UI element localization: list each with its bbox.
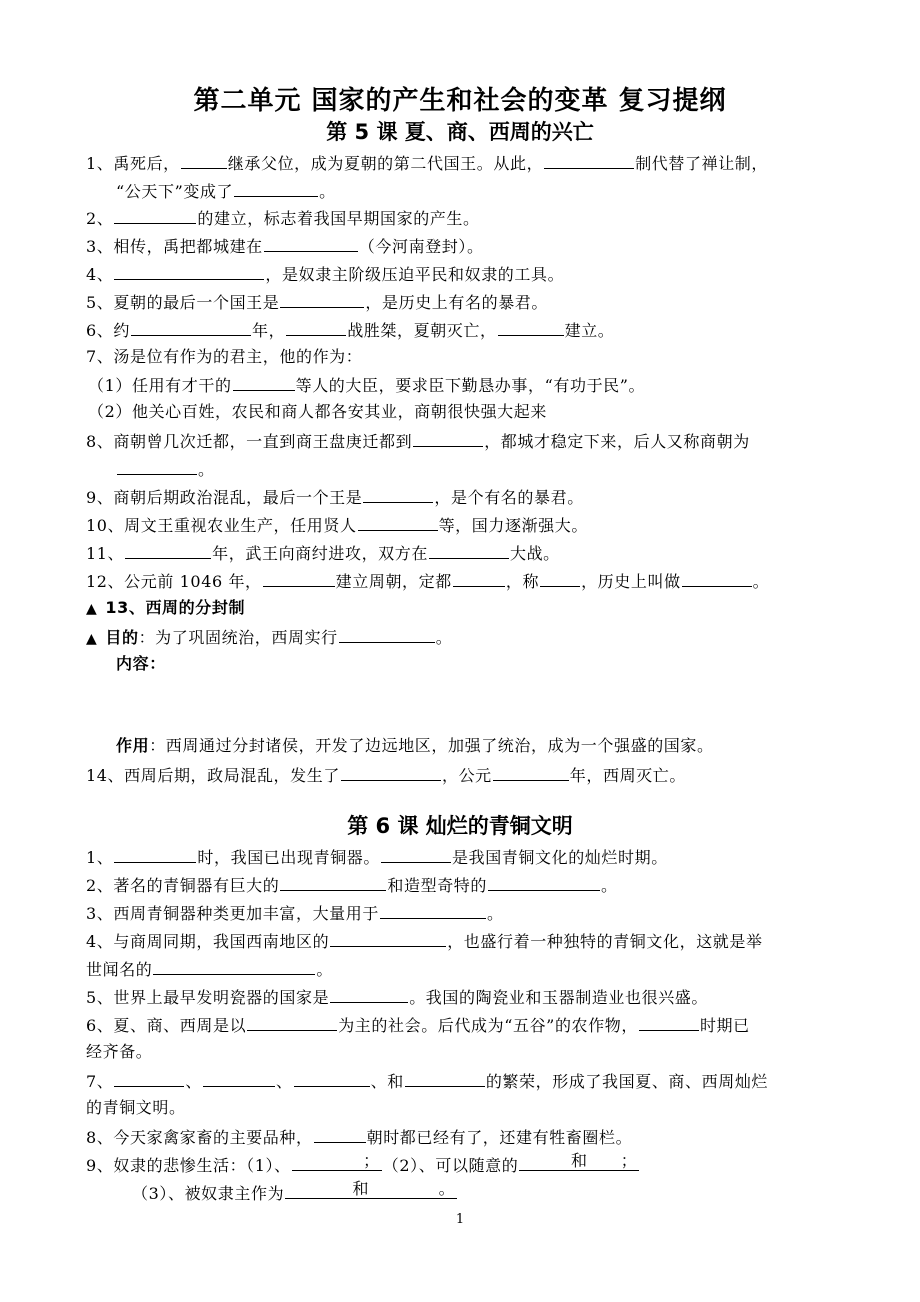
fill-blank[interactable] <box>292 1151 382 1171</box>
text: （2）他关心百姓，农民和商人都各安其业，商朝很快强大起来 <box>88 402 547 421</box>
page-number: 1 <box>455 1212 465 1227</box>
text: 1、 <box>86 848 114 867</box>
text: 、 <box>276 1072 293 1091</box>
question-9 <box>86 486 584 508</box>
text: 。 <box>319 182 336 201</box>
text: 和 <box>352 1179 370 1198</box>
text: 8、今天家禽家畜的主要品种， <box>86 1128 313 1147</box>
text: ； <box>363 1151 380 1170</box>
text: 制代替了禅让制， <box>635 154 768 173</box>
fill-blank[interactable] <box>294 1070 370 1087</box>
fill-blank[interactable] <box>114 846 196 863</box>
fill-blank[interactable] <box>264 235 358 252</box>
fill-blank[interactable] <box>234 180 318 197</box>
text: 11、 <box>86 544 125 563</box>
text: 建立。 <box>564 321 615 340</box>
fill-blank[interactable] <box>429 542 509 559</box>
label: 作用 <box>116 736 150 755</box>
fill-blank[interactable] <box>493 764 569 781</box>
fill-blank[interactable] <box>247 1014 337 1031</box>
text: ：为了巩固统治，西周实行 <box>138 628 338 647</box>
fill-blank[interactable] <box>314 1126 366 1143</box>
question-10 <box>86 514 588 536</box>
text: 继承父位，成为夏朝的第二代国王。从此， <box>227 154 544 173</box>
text: 朝时都已经有了，还建有牲畜圈栏。 <box>366 1128 633 1147</box>
fill-blank[interactable] <box>488 874 600 891</box>
fill-blank[interactable] <box>125 542 211 559</box>
text: 年，武王向商纣进攻，双方在 <box>212 544 428 563</box>
fill-blank[interactable] <box>280 291 364 308</box>
l6-question-2 <box>86 874 618 896</box>
fill-blank[interactable] <box>114 1070 184 1087</box>
text: 13、西周的分封制 <box>105 598 246 617</box>
text: 6、约 <box>86 321 130 340</box>
text: 7、 <box>86 1072 114 1091</box>
text: 5、世界上最早发明瓷器的国家是 <box>86 988 330 1007</box>
fill-blank[interactable] <box>280 874 386 891</box>
text: 5、夏朝的最后一个国王是 <box>86 293 280 312</box>
l6-question-6 <box>86 1014 750 1036</box>
fill-blank[interactable] <box>405 1070 485 1087</box>
l6-question-3 <box>86 902 504 924</box>
fill-blank[interactable] <box>639 1014 699 1031</box>
text: ，称 <box>505 572 540 591</box>
l6-question-4-cont <box>86 958 333 980</box>
text: 等人的大臣，要求臣下勤恳办事，“有功于民”。 <box>295 376 646 395</box>
fill-blank[interactable] <box>453 570 505 587</box>
fill-blank[interactable] <box>233 374 295 391</box>
text: 7、汤是位有作为的君主，他的作为： <box>86 347 363 366</box>
question-7-item-2 <box>88 402 547 422</box>
text: 2、 <box>86 209 114 228</box>
fill-blank[interactable] <box>114 263 264 280</box>
l6-question-7-cont: 的青铜文明。 <box>86 1098 186 1117</box>
fill-blank[interactable] <box>330 930 446 947</box>
text: ，是奴隶主阶级压迫平民和奴隶的工具。 <box>265 265 565 284</box>
fill-blank[interactable] <box>114 207 196 224</box>
question-12 <box>86 570 769 592</box>
text: 6、夏、商、西周是以 <box>86 1016 247 1035</box>
text: 2、著名的青铜器有巨大的 <box>86 876 280 895</box>
l6-question-7 <box>86 1070 768 1092</box>
question-11 <box>86 542 560 564</box>
text: 为主的社会。后代成为“五谷”的农作物， <box>338 1016 638 1035</box>
fill-blank[interactable] <box>263 570 335 587</box>
text: 。 <box>198 460 215 479</box>
text: “公天下”变成了 <box>116 182 234 201</box>
fill-blank[interactable] <box>544 152 634 169</box>
l6-question-9-cont <box>132 1179 458 1204</box>
question-13-purpose <box>86 626 452 649</box>
fill-blank[interactable] <box>339 626 435 643</box>
text: 建立周朝，定都 <box>335 572 452 591</box>
text: 大战。 <box>509 544 560 563</box>
text: 等，国力逐渐强大。 <box>438 516 588 535</box>
text: 1、禹死后， <box>86 154 180 173</box>
question-14 <box>86 764 686 786</box>
text: （今河南登封）。 <box>358 237 484 256</box>
text: ：西周通过分封诸侯，开发了边远地区，加强了统治，成为一个强盛的国家。 <box>149 736 714 755</box>
fill-blank[interactable] <box>682 570 752 587</box>
text: 的建立，标志着我国早期国家的产生。 <box>197 209 480 228</box>
question-2 <box>86 207 480 229</box>
text: （2）、可以随意的 <box>382 1156 519 1175</box>
fill-blank[interactable] <box>380 902 486 919</box>
text: 9、奴隶的悲惨生活：（1）、 <box>86 1156 291 1175</box>
text: 3、西周青铜器种类更加丰富，大量用于 <box>86 904 379 923</box>
fill-blank[interactable] <box>519 1151 639 1171</box>
text: ，都城才稳定下来，后人又称商朝为 <box>484 432 750 451</box>
document-title: 第二单元 国家的产生和社会的变革 复习提纲 <box>193 86 727 116</box>
question-13-content-label: 内容： <box>116 654 166 673</box>
text: 世闻名的 <box>86 960 153 979</box>
text: 10、周文王重视农业生产，任用贤人 <box>86 516 357 535</box>
fill-blank[interactable] <box>413 430 483 447</box>
l6-question-1 <box>86 846 668 868</box>
fill-blank[interactable] <box>181 152 227 169</box>
text: 8、商朝曾几次迁都，一直到商王盘庚迁都到 <box>86 432 413 451</box>
question-1-cont <box>116 180 336 202</box>
fill-blank[interactable] <box>381 846 451 863</box>
question-7-item-1 <box>88 374 645 396</box>
text: ，也盛行着一种独特的青铜文化，这就是举 <box>447 932 763 951</box>
text: 。 <box>316 960 334 979</box>
text: ，公元 <box>441 766 492 785</box>
l6-question-8 <box>86 1126 632 1148</box>
text: 是我国青铜文化的灿烂时期。 <box>452 848 668 867</box>
fill-blank[interactable] <box>203 1070 275 1087</box>
fill-blank[interactable] <box>330 986 408 1003</box>
fill-blank[interactable] <box>498 319 564 336</box>
text: 的繁荣，形成了我国夏、商、西周灿烂 <box>485 1072 769 1091</box>
text: 4、 <box>86 265 114 284</box>
text: ； <box>620 1151 638 1170</box>
triangle-marker-icon: ▲ <box>86 601 98 617</box>
text: （1）任用有才干的 <box>88 376 232 395</box>
text: 时期已 <box>699 1016 750 1035</box>
text: 。 <box>438 1179 456 1198</box>
text: 、 <box>185 1072 202 1091</box>
l6-question-9 <box>86 1151 640 1176</box>
fill-blank[interactable] <box>285 1179 457 1199</box>
fill-blank[interactable] <box>117 458 197 475</box>
text: 。 <box>601 876 618 895</box>
text: 和 <box>571 1151 588 1170</box>
question-13-effect <box>116 736 714 756</box>
text: 、和 <box>370 1072 404 1091</box>
text: 14、西周后期，政局混乱，发生了 <box>86 766 340 785</box>
text: 4、与商周同期，我国西南地区的 <box>86 932 330 951</box>
fill-blank[interactable] <box>286 319 346 336</box>
fill-blank[interactable] <box>540 570 580 587</box>
l6-question-5 <box>86 986 708 1008</box>
text: 时，我国已出现青铜器。 <box>197 848 380 867</box>
text: 和造型奇特的 <box>387 876 487 895</box>
l6-question-4 <box>86 930 763 952</box>
question-1 <box>86 152 768 174</box>
fill-blank[interactable] <box>358 514 438 531</box>
text: 3、相传，禹把都城建在 <box>86 237 263 256</box>
label: 目的 <box>105 628 139 647</box>
text: 9、商朝后期政治混乱，最后一个王是 <box>86 488 363 507</box>
text: 12、公元前 1046 年， <box>86 572 262 591</box>
triangle-marker-icon: ▲ <box>86 631 98 647</box>
text: ，历史上叫做 <box>581 572 681 591</box>
text: 。 <box>752 572 770 591</box>
question-8 <box>86 430 750 452</box>
text: ，是个有名的暴君。 <box>434 488 584 507</box>
lesson6-heading: 第 6 课 灿烂的青铜文明 <box>347 814 573 838</box>
lesson5-heading: 第 5 课 夏、商、西周的兴亡 <box>326 120 594 144</box>
question-5 <box>86 291 548 313</box>
question-4 <box>86 263 564 285</box>
l6-question-6-cont: 经齐备。 <box>86 1042 153 1061</box>
question-6 <box>86 319 614 341</box>
text: 年，西周灭亡。 <box>569 766 686 785</box>
question-8-cont <box>116 458 215 480</box>
text: 。 <box>435 628 453 647</box>
text: 年， <box>251 321 286 340</box>
text: 。我国的陶瓷业和玉器制造业也很兴盛。 <box>409 988 708 1007</box>
question-7 <box>86 347 362 367</box>
text: 战胜桀，夏朝灭亡， <box>347 321 497 340</box>
fill-blank[interactable] <box>153 958 315 975</box>
fill-blank[interactable] <box>341 764 441 781</box>
question-13-heading <box>86 598 245 619</box>
fill-blank[interactable] <box>363 486 433 503</box>
fill-blank[interactable] <box>131 319 251 336</box>
text: 。 <box>486 904 504 923</box>
text: （3）、被奴隶主作为 <box>132 1184 285 1203</box>
question-3 <box>86 235 484 257</box>
text: ，是历史上有名的暴君。 <box>365 293 548 312</box>
